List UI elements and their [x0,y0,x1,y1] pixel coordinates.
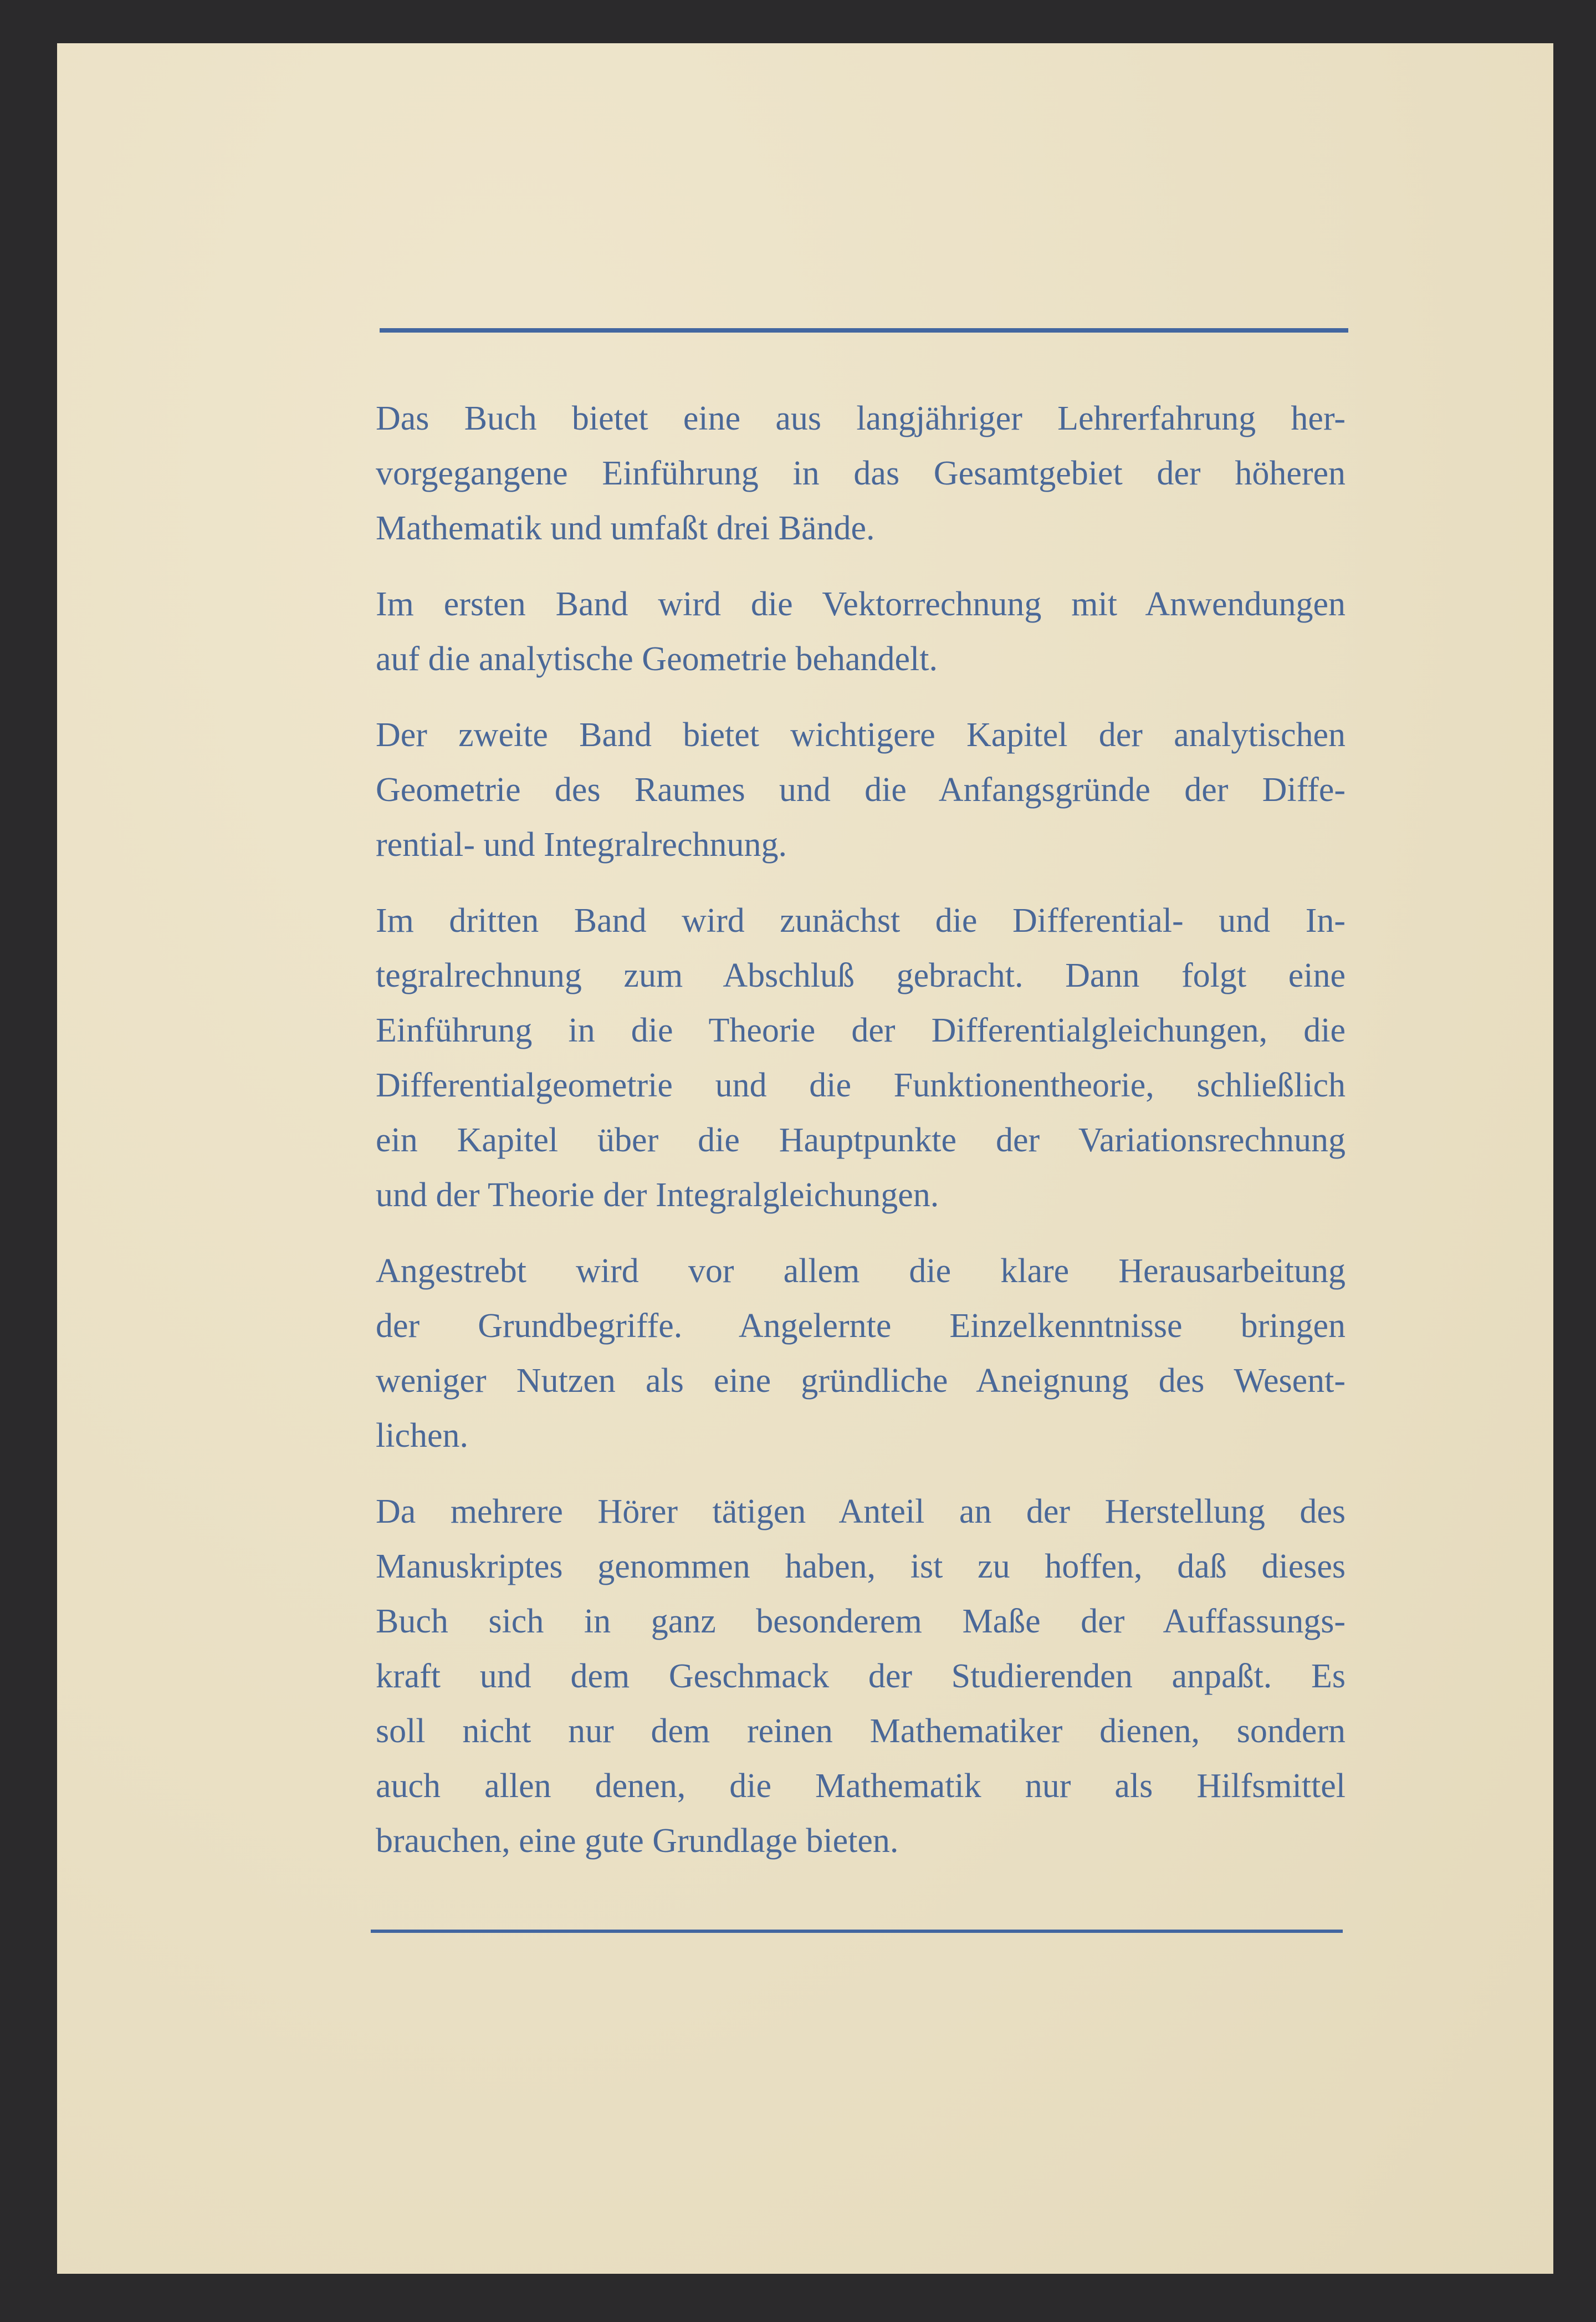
document-body [376,391,1346,1890]
paragraph [376,1484,1346,1869]
text-line: Im dritten Band wird zunächst die Differential- und In- [376,902,1346,940]
text-line: Mathematik und umfaßt drei Bände. [376,509,875,547]
text-line: Einführung in die Theorie der Differentialgleichungen, die [376,1012,1346,1049]
text-line: Im ersten Band wird die Vektorrechnung mit Anwendungen [376,585,1346,623]
text-line: rential- und Integralrechnung. [376,826,787,864]
text-line: Geometrie des Raumes und die Anfangsgründe der Diffe- [376,771,1346,809]
bottom-rule [371,1930,1343,1933]
text-line: lichen. [376,1417,468,1455]
document-page [57,43,1553,2274]
text-line: Buch sich in ganz besonderem Maße der Auffassungs- [376,1603,1346,1640]
text-line: der Grundbegriffe. Angelernte Einzelkenntnisse bringen [376,1307,1346,1345]
text-line: kraft und dem Geschmack der Studierenden anpaßt. Es [376,1657,1346,1695]
text-line: soll nicht nur dem reinen Mathematiker dienen, sondern [376,1712,1346,1750]
text-line: ein Kapitel über die Hauptpunkte der Variationsrechnung [376,1121,1346,1159]
paragraph [376,894,1346,1223]
text-line: tegralrechnung zum Abschluß gebracht. Dann folgt eine [376,957,1346,994]
paragraph [376,577,1346,687]
text-line: Der zweite Band bietet wichtigere Kapitel der analytischen [376,716,1346,754]
text-line: brauchen, eine gute Grundlage bieten. [376,1822,899,1860]
text-line: weniger Nutzen als eine gründliche Aneignung des Wesent- [376,1362,1346,1400]
top-rule [380,328,1348,333]
text-line: vorgegangene Einführung in das Gesamtgebiet der höheren [376,455,1346,492]
text-line: Das Buch bietet eine aus langjähriger Lehrerfahrung her- [376,400,1346,437]
text-line: Differentialgeometrie und die Funktionentheorie, schließlich [376,1066,1346,1104]
text-line: auf die analytische Geometrie behandelt. [376,640,938,678]
text-line: auch allen denen, die Mathematik nur als Hilfsmittel [376,1767,1346,1805]
text-line: Manuskriptes genommen haben, ist zu hoffen, daß dieses [376,1548,1346,1585]
paragraph [376,708,1346,872]
text-line: und der Theorie der Integralgleichungen. [376,1176,939,1214]
text-line: Angestrebt wird vor allem die klare Herausarbeitung [376,1252,1346,1290]
text-line: Da mehrere Hörer tätigen Anteil an der Herstellung des [376,1493,1346,1530]
paragraph [376,391,1346,556]
paragraph [376,1244,1346,1463]
